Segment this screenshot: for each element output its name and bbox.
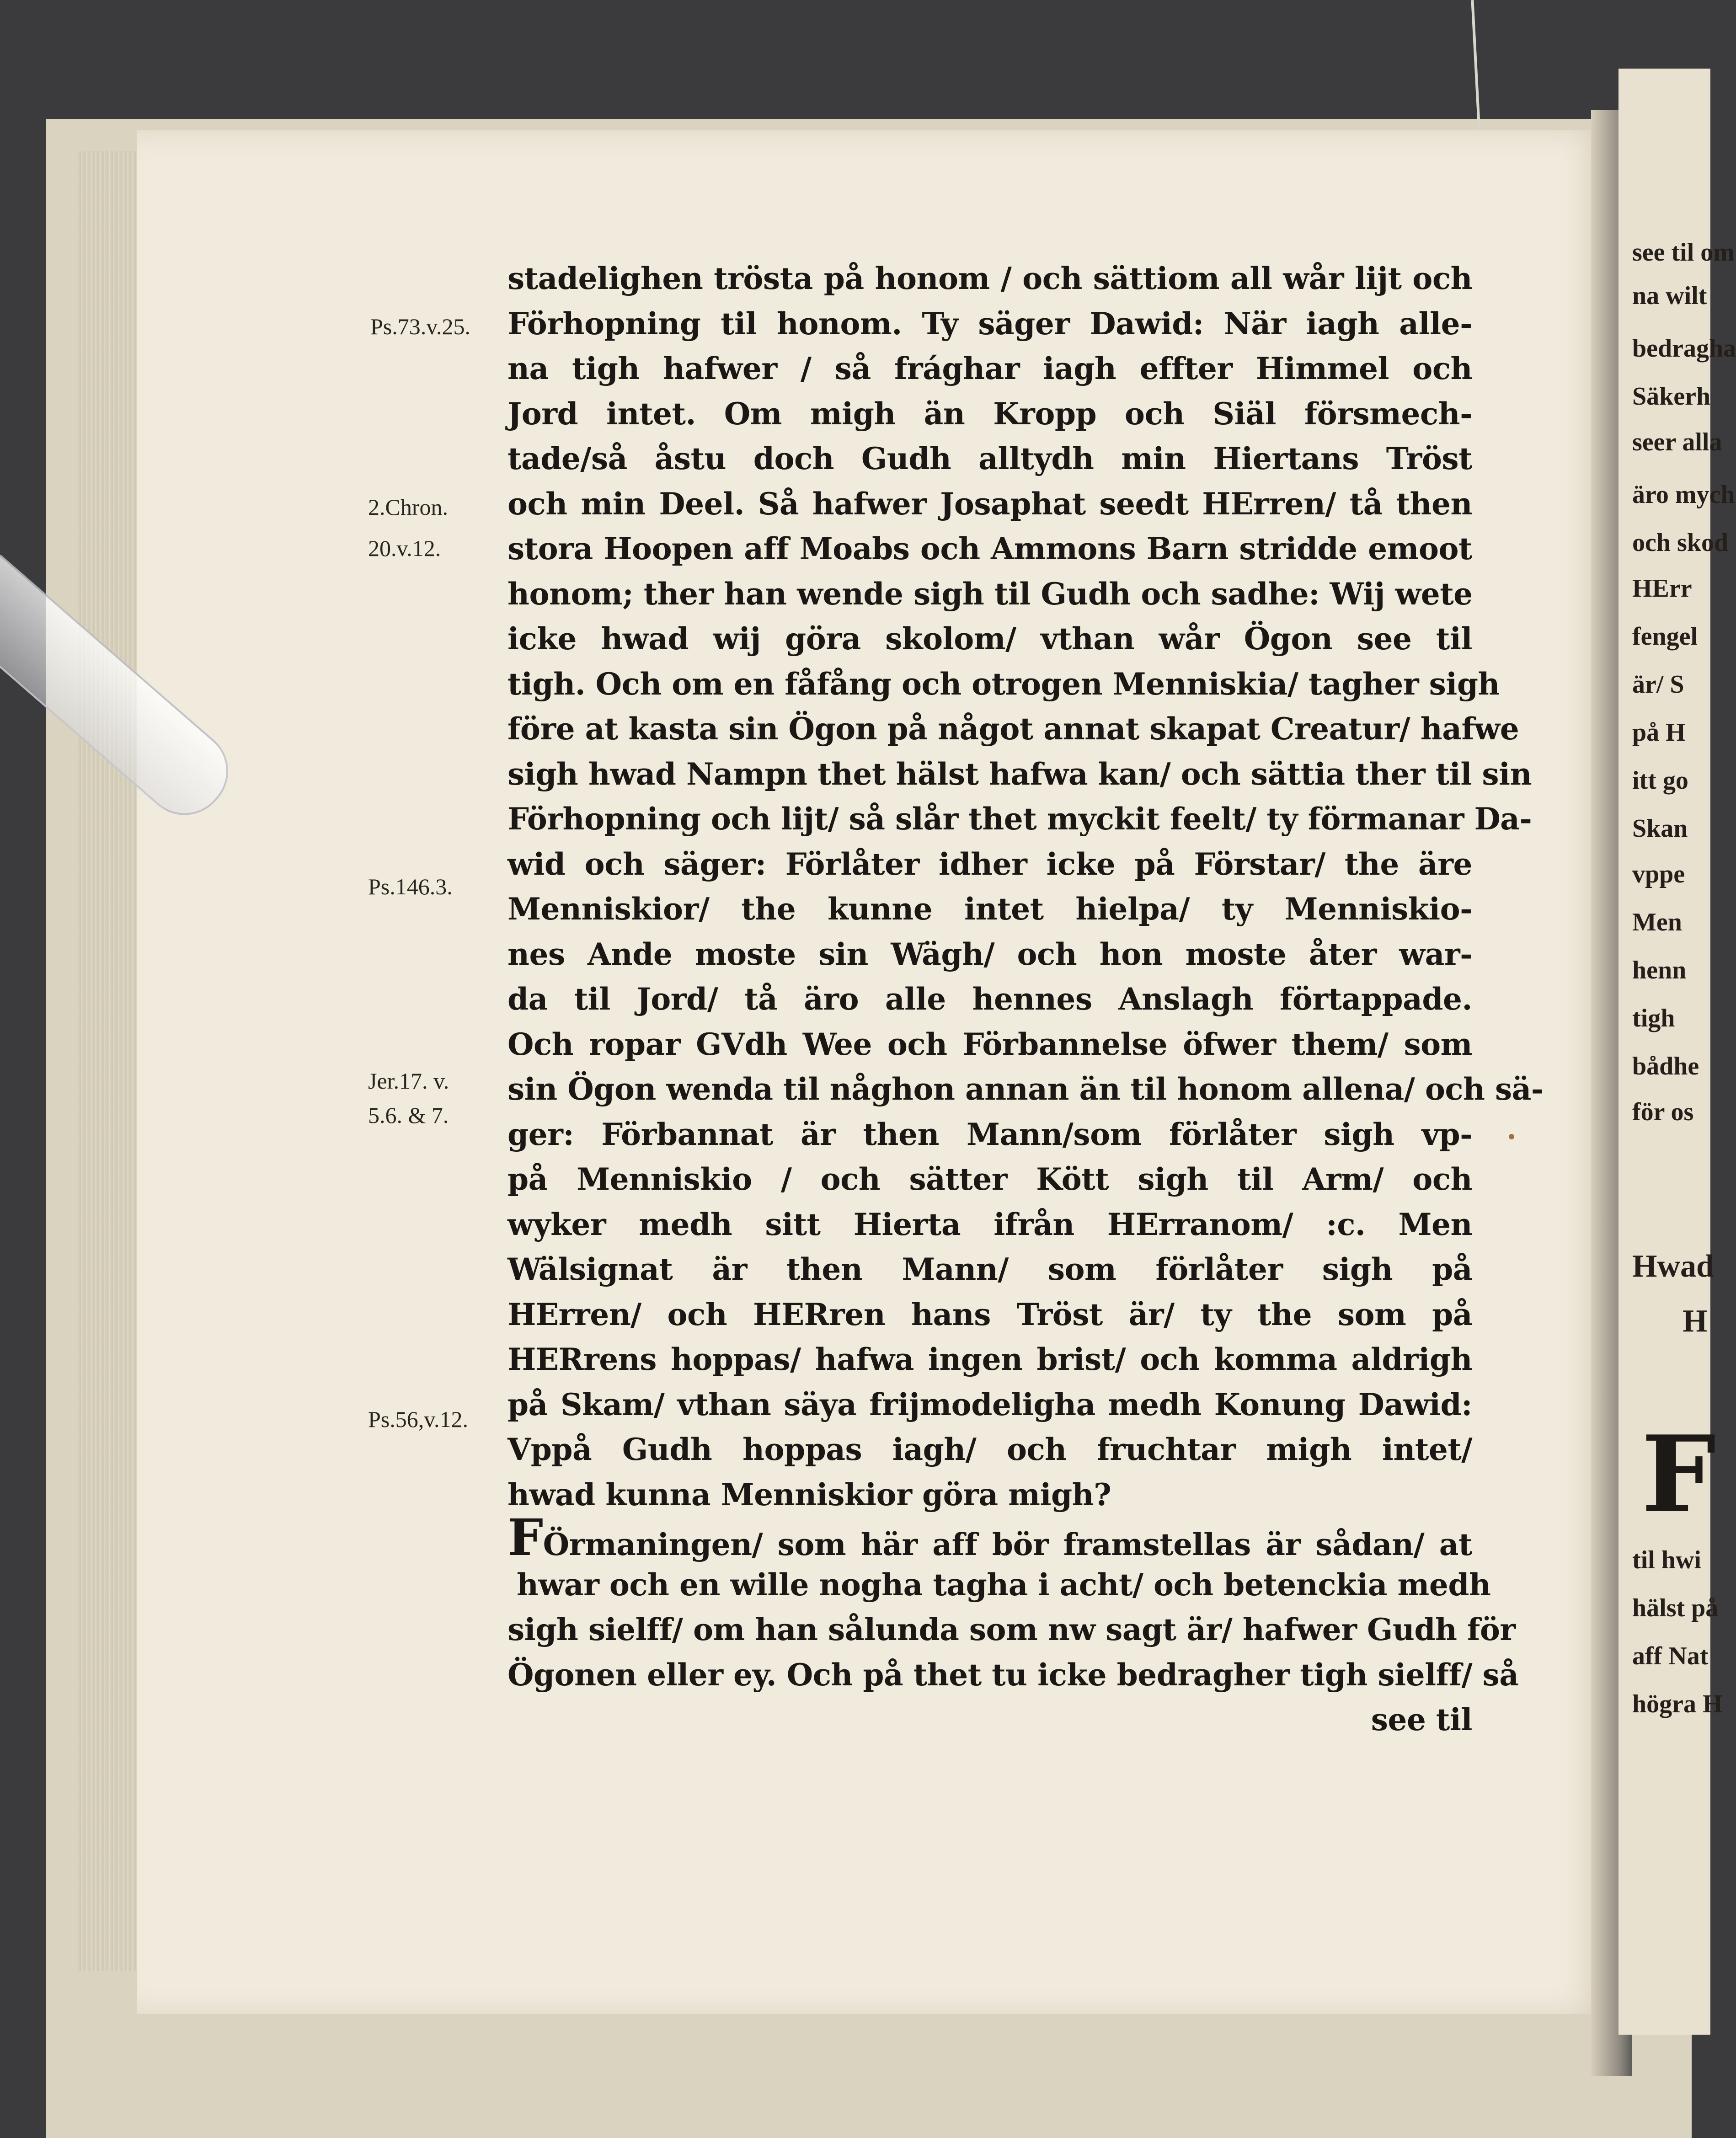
drop-cap-letter: F [507,1508,543,1567]
next-page-line: tigh [1632,1004,1675,1032]
next-page-line: på H [1632,718,1686,747]
text-line: på Skam/ vthan säya frijmodeligha medh Konung Dawid: [507,1386,1472,1422]
margin-note-chron-b: 20.v.12. [368,535,441,561]
text-line: da til Jord/ tå äro alle hennes Anslagh förtappade. [507,981,1472,1017]
text-line: Ögonen eller ey. Och på thet tu icke bedragher tigh sielff/ så [507,1657,1519,1693]
text-line: na tigh hafwer / så frághar iagh effter Himmel och [507,351,1472,386]
margin-note-ps56: Ps.56,v.12. [368,1406,469,1432]
paper-speck [1509,1134,1514,1139]
text-line: wid och säger: Förlåter idher icke på Förstar/ the äre [507,846,1472,882]
text-line: HERrens hoppas/ hafwa ingen brist/ och komma aldrigh [507,1342,1472,1377]
text-line: sigh sielff/ om han sålunda som nw sagt är/ hafwer Gudh för [507,1612,1516,1647]
text-line: stora Hoopen aff Moabs och Ammons Barn stridde emoot [507,531,1472,567]
binding-thread [1471,0,1480,133]
text-line: och min Deel. Så hafwer Josaphat seedt HErren/ tå then [507,486,1472,522]
text-line: ger: Förbannat är then Mann/som förlåter sigh vp- [507,1116,1472,1152]
text-line: Vppå Gudh hoppas iagh/ och fruchtar migh intet/ [507,1432,1472,1467]
text-line: sigh hwad Nampn thet hälst hafwa kan/ och sättia ther til sin [507,756,1532,792]
text-line: före at kasta sin Ögon på något annat skapat Creatur/ hafwe [507,711,1519,747]
next-page-line: seer alla [1632,428,1722,456]
text-line: på Menniskio / och sätter Kött sigh til Arm/ och [507,1161,1472,1197]
text-line: Menniskior/ the kunne intet hielpa/ ty Menniskio- [507,891,1472,927]
text-line: honom; ther han wende sigh til Gudh och sadhe: Wij wete [507,576,1473,612]
text-line: Förhopning til honom. Ty säger Dawid: När iagh alle- [507,305,1472,342]
text-line: Jord intet. Om migh än Kropp och Siäl försmech- [507,396,1472,432]
next-page-line: bedragha [1632,334,1736,363]
next-page-line: fengel [1632,622,1698,651]
page-edges [78,151,146,1971]
next-page-line: Men [1632,908,1682,936]
margin-note-jer-a: Jer.17. v. [368,1068,449,1094]
next-page-drop-cap: F [1641,1413,1716,1536]
next-page-line: är/ S [1632,670,1684,699]
next-page-line: och skod [1632,529,1729,557]
next-page-line: Säkerh [1632,382,1711,411]
text-line: hwar och en wille nogha tagha i acht/ och betenckia medh [517,1566,1491,1603]
next-page-line: til hwi [1632,1546,1701,1574]
next-page-heading: Hwad [1632,1249,1714,1284]
next-page-line: vppe [1632,860,1685,888]
next-page-heading-b: H [1683,1304,1708,1339]
text-line: HErren/ och HERren hans Tröst är/ ty the som på [507,1296,1472,1332]
text-line: tigh. Och om en fåfång och otrogen Menniskia/ tagher sigh [507,666,1500,702]
main-text-block [507,256,1544,1742]
text-line: icke hwad wij göra skolom/ vthan wår Ögon see til [507,621,1472,657]
next-page-line: itt go [1632,766,1688,795]
text-line: Förhopning och lijt/ så slår thet myckit feelt/ ty förmanar Da- [507,801,1532,837]
next-page-line: see til om [1632,238,1735,267]
paragraph-first-text: Örmaningen/ som här aff bör framstellas är sådan/ at [543,1527,1472,1562]
catchword: see til [1371,1702,1472,1737]
text-line: wyker medh sitt Hierta ifrån HErranom/ :c. Men [507,1206,1472,1242]
next-page-line: högra H [1632,1690,1723,1718]
text-line: sin Ögon wenda til någhon annan än til honom allena/ och sä- [507,1071,1544,1107]
text-line: Wälsignat är then Mann/ som förlåter sigh på [507,1251,1472,1287]
next-page-line: na wilt [1632,282,1707,310]
text-line: tade/så åstu doch Gudh alltydh min Hiertans Tröst [507,441,1472,476]
margin-note-ps73: Ps.73.v.25. [370,314,471,339]
next-page-line: bådhe [1632,1052,1699,1080]
next-page-line: henn [1632,956,1687,984]
text-line: stadelighen trösta på honom / och sättiom all wår lijt och [507,261,1472,296]
next-page-line: HErr [1632,574,1692,603]
paragraph-first-line [507,1508,1472,1567]
next-page-line: aff Nat [1632,1642,1709,1670]
text-line: Och ropar GVdh Wee och Förbannelse öfwer them/ som [507,1026,1472,1062]
text-line: nes Ande moste sin Wägh/ och hon moste åter war- [507,936,1472,972]
next-page-line: äro mych [1632,481,1735,509]
next-page-line: Skan [1632,814,1688,843]
next-page-line: för os [1632,1098,1694,1126]
next-page-line: hälst på [1632,1594,1719,1622]
margin-note-chron-a: 2.Chron. [368,494,448,520]
text-line: hwad kunna Menniskior göra migh? [507,1476,1111,1513]
margin-note-ps146: Ps.146.3. [368,874,453,899]
margin-note-jer-b: 5.6. & 7. [368,1102,449,1128]
